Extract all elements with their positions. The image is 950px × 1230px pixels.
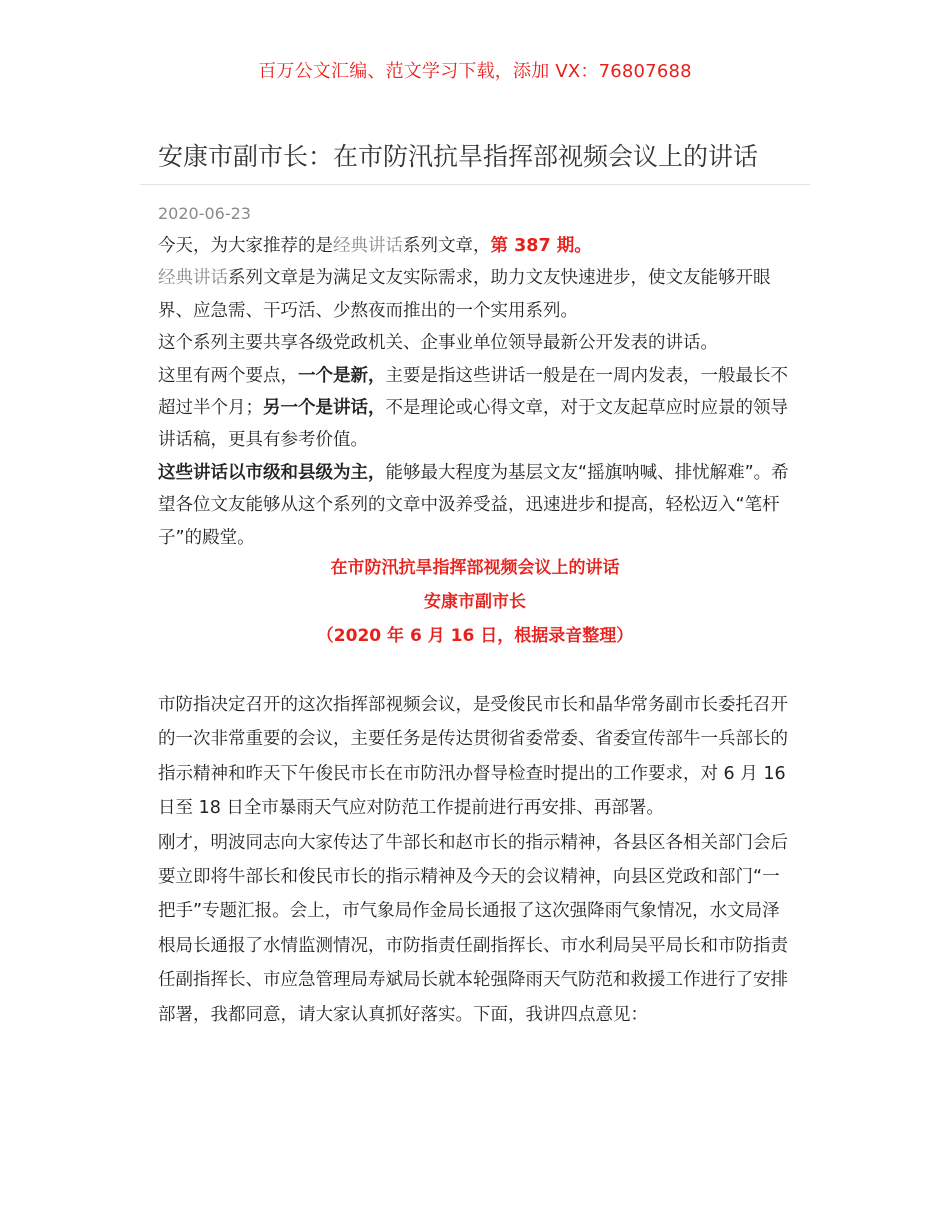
- article-title: 安康市副市长：在市防汛抗旱指挥部视频会议上的讲话: [158, 142, 759, 171]
- series-name: 经典讲话: [158, 268, 228, 289]
- intro-paragraph-5: [158, 457, 794, 554]
- promo-banner: 百万公文汇编、范文学习下载，添加 VX：76807688: [258, 61, 692, 82]
- speech-paragraph-2: 刚才，明波同志向大家传达了牛部长和赵市长的指示精神，各县区各相关部门会后要立即将牛部长和俊民市长的指示精神及今天的会议精神，向县区党政和部门“一把手”专题汇报。会上，市气象局作金局长通报了这次强降雨气象情况，水文局泽根局长通报了水情监测情况，市防指责任副指挥长、市水利局吴平局长和市防指责任副指挥长、市应急管理局寿斌局长就本轮强降雨天气防范和救援工作进行了安排部署，我都同意，请大家认真抓好落实。下面，我讲四点意见：: [158, 832, 788, 1025]
- series-name: 经典讲话: [333, 236, 403, 256]
- intro-paragraph-1: [158, 230, 794, 262]
- intro-paragraph-2: [158, 262, 794, 327]
- issue-number: 第 387 期。: [490, 236, 592, 256]
- speech-header: [0, 551, 950, 653]
- speech-body: [158, 688, 794, 1032]
- intro-paragraph-3: 这个系列主要共享各级党政机关、企事业单位领导最新公开发表的讲话。: [158, 333, 718, 354]
- speech-date-note: （2020 年 6 月 16 日，根据录音整理）: [316, 626, 634, 646]
- title-divider: [140, 184, 810, 185]
- key-point-new: 一个是新，: [298, 365, 386, 386]
- speech-heading: 在市防汛抗旱指挥部视频会议上的讲话: [330, 558, 620, 578]
- intro-text: 这里有两个要点，: [158, 365, 298, 386]
- intro-text: 系列文章是为满足文友实际需求，助力文友快速进步，使文友能够开眼界、应急需、干巧活、少熬夜而推出的一个实用系列。: [158, 268, 771, 321]
- intro-paragraph-4: [158, 360, 794, 457]
- speech-speaker: 安康市副市长: [424, 592, 526, 612]
- intro-text: 系列文章，: [403, 236, 491, 256]
- speech-paragraph-1: 市防指决定召开的这次指挥部视频会议，是受俊民市长和晶华常务副市长委托召开的一次非常重要的会议，主要任务是传达贯彻省委常委、省委宣传部牛一兵部长的指示精神和昨天下午俊民市长在市防汛办督导检查时提出的工作要求，对 6 月 16 日至 18 日全市暴雨天气应对防范工作提前进行再安排、再部署。: [158, 695, 788, 819]
- intro-text: 能够最大程度为基层文友“摇旗呐喊、排忧解难”。希望各位文友能够从这个系列的文章中汲养受益，迅速进步和提高，轻松迈入“笔杆子”的殿堂。: [158, 462, 789, 548]
- intro-text: 今天，为大家推荐的是: [158, 236, 333, 256]
- intro-section: [158, 230, 794, 554]
- intro-text: 不是理论或心得文章，对于文友起草应时应景的领导讲话稿，更具有参考价值。: [158, 398, 788, 451]
- intro-text: 主要是指这些讲话一般是在一周内发表，一般最长不超过半个月；: [158, 365, 788, 419]
- key-point-speech: 另一个是讲话，: [263, 398, 386, 419]
- publish-date: 2020-06-23: [158, 204, 251, 223]
- key-point-level: 这些讲话以市级和县级为主，: [158, 462, 386, 483]
